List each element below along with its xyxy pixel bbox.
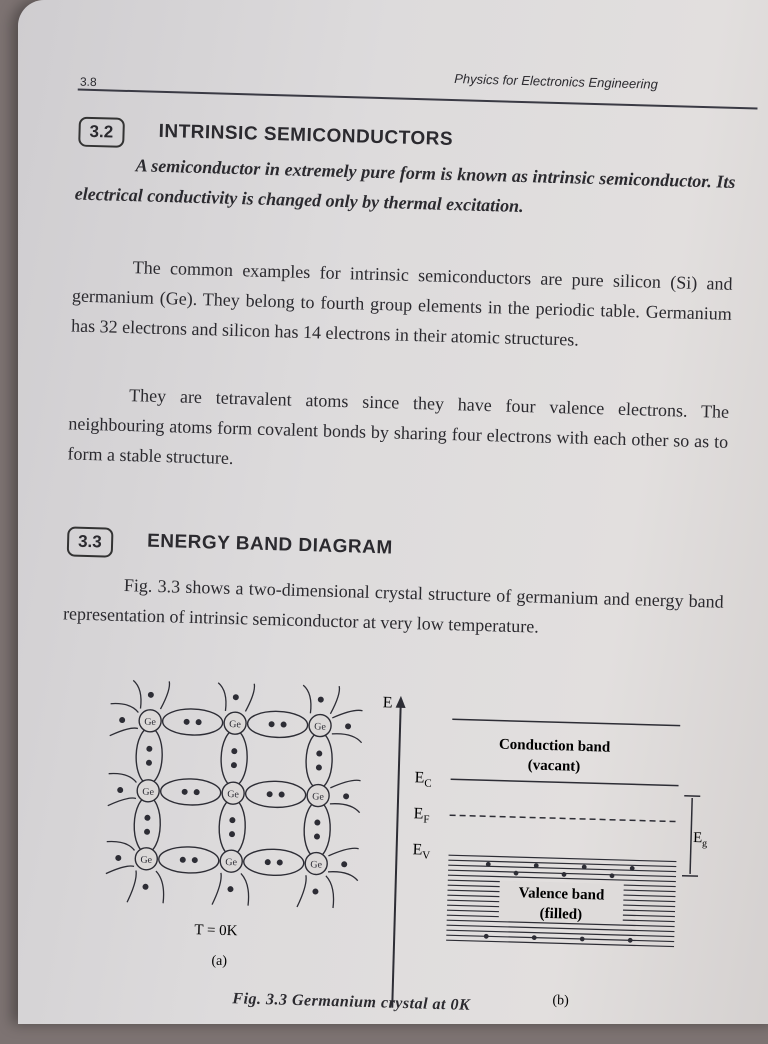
- definition-paragraph: A semiconductor in extremely pure form is known as intrinsic semiconductor. Its electrical conductivity is changed only by thermal excitation.: [74, 149, 735, 227]
- covalent-bond: [247, 711, 308, 739]
- electron-dot: [192, 857, 198, 863]
- figure-caption: Fig. 3.3 Germanium crystal at 0K: [232, 990, 470, 1015]
- ef-label: $E_F$: [413, 805, 429, 825]
- open-bond: [302, 685, 311, 713]
- electron-dot: [144, 815, 150, 821]
- ge-atom-label: Ge: [140, 855, 153, 866]
- open-bond: [330, 780, 360, 789]
- open-bond: [212, 873, 221, 905]
- valence-band-label: Valence band: [518, 885, 605, 903]
- ge-atom-label: Ge: [229, 719, 242, 730]
- electron-dot: [265, 859, 271, 865]
- section-number-3-3: 3.3: [67, 526, 113, 557]
- open-bond: [155, 871, 164, 903]
- open-bond: [328, 872, 358, 881]
- electron-dot: [580, 937, 585, 942]
- covalent-bond: [243, 848, 304, 876]
- figure-label-a: (a): [211, 954, 227, 969]
- electron-dot: [117, 787, 123, 793]
- figure-label-b: (b): [552, 993, 569, 1008]
- ge-atom-label: Ge: [227, 789, 240, 800]
- ge-atom-label: Ge: [142, 787, 155, 798]
- energy-axis-arrow: [396, 696, 406, 708]
- open-bond: [325, 876, 334, 908]
- electron-dot: [144, 829, 150, 835]
- ge-crystal-lattice: [105, 680, 363, 909]
- paragraph-tetravalent: They are tetravalent atoms since they have four valence electrons. The neighbouring atoms form covalent bonds by sharing four electrons with each other so as to form a stable structure.: [67, 378, 729, 486]
- electron-dot: [229, 817, 235, 823]
- energy-band-diagram: [374, 694, 711, 1016]
- electron-dot: [281, 721, 287, 727]
- covalent-bond: [162, 708, 223, 736]
- ev-label: $E_V$: [412, 841, 430, 861]
- open-bond: [332, 710, 362, 719]
- ge-atom-label: Ge: [144, 717, 157, 728]
- electron-dot: [182, 789, 188, 795]
- ge-atom-label: Ge: [225, 857, 238, 868]
- covalent-bond: [220, 730, 248, 787]
- open-bond: [240, 873, 249, 905]
- open-bond: [332, 734, 362, 743]
- covalent-bond: [245, 781, 306, 809]
- book-page: [18, 0, 768, 1024]
- electron-dot: [279, 791, 285, 797]
- energy-axis-label: E: [382, 694, 392, 711]
- open-bond: [127, 870, 136, 902]
- covalent-bond: [303, 801, 331, 858]
- electron-dot: [314, 833, 320, 839]
- open-bond: [132, 680, 141, 708]
- electron-dot: [142, 884, 148, 890]
- electron-dot: [180, 857, 186, 863]
- electron-dot: [146, 760, 152, 766]
- electron-dot: [316, 750, 322, 756]
- covalent-bond: [305, 732, 333, 789]
- electron-dot: [267, 791, 273, 797]
- electron-dot: [119, 717, 125, 723]
- open-bond: [160, 681, 169, 709]
- electron-dot: [341, 861, 347, 867]
- open-bond: [106, 865, 134, 874]
- fermi-level-line: [450, 815, 678, 821]
- electron-dot: [115, 855, 121, 861]
- electron-dot: [514, 871, 519, 876]
- ec-label: $E_C$: [414, 769, 432, 789]
- electron-dot: [318, 696, 324, 702]
- paragraph-energy-band: Fig. 3.3 shows a two-dimensional crystal structure of germanium and energy band representation of intrinsic semiconductor at very low temperature.: [63, 568, 724, 646]
- electron-dot: [184, 719, 190, 725]
- electron-dot: [312, 888, 318, 894]
- electron-dot: [229, 831, 235, 837]
- section-number-3-2: 3.2: [78, 117, 124, 148]
- covalent-bond: [135, 727, 163, 784]
- valence-band-state: (filled): [539, 906, 582, 923]
- open-bond: [108, 773, 136, 782]
- electron-dot: [231, 762, 237, 768]
- open-bond: [110, 727, 138, 736]
- electron-dot: [148, 692, 154, 698]
- running-title: Physics for Electronics Engineering: [454, 71, 658, 92]
- ge-atom-label: Ge: [312, 791, 325, 802]
- open-bond: [330, 686, 339, 714]
- electron-dot: [269, 721, 275, 727]
- open-bond: [108, 797, 136, 806]
- electron-dot: [532, 935, 537, 940]
- electron-dot: [345, 723, 351, 729]
- electron-dot: [628, 938, 633, 943]
- open-bond: [110, 703, 138, 712]
- electron-dot: [146, 746, 152, 752]
- covalent-bond: [133, 796, 161, 853]
- open-bond: [245, 683, 254, 711]
- electron-dot: [484, 934, 489, 939]
- energy-axis: [392, 704, 400, 1008]
- electron-dot: [277, 859, 283, 865]
- electron-dot: [562, 872, 567, 877]
- conduction-band-edge: [451, 779, 679, 785]
- section-title-3-3: ENERGY BAND DIAGRAM: [147, 531, 393, 560]
- open-bond: [328, 848, 358, 857]
- section-title-3-2: INTRINSIC SEMICONDUCTORS: [158, 121, 453, 151]
- covalent-bond: [218, 799, 246, 856]
- electron-dot: [194, 789, 200, 795]
- electron-dot: [231, 748, 237, 754]
- electron-dot: [610, 873, 615, 878]
- electron-dot: [316, 764, 322, 770]
- electron-dot: [343, 793, 349, 799]
- conduction-band-state: (vacant): [528, 757, 581, 774]
- electron-dot: [314, 819, 320, 825]
- open-bond: [330, 804, 360, 813]
- figure-3-3: [92, 669, 721, 1026]
- open-bond: [297, 875, 306, 907]
- covalent-bond: [160, 778, 221, 806]
- covalent-bond: [158, 846, 219, 874]
- temperature-label: T = 0K: [194, 922, 238, 939]
- electron-dot: [227, 886, 233, 892]
- page-number: 3.8: [80, 75, 97, 89]
- ge-atom-label: Ge: [310, 859, 323, 870]
- band-gap-label: $E_g$: [693, 830, 708, 849]
- open-bond: [217, 683, 226, 711]
- conduction-band-label: Conduction band: [499, 737, 611, 756]
- ge-atom-label: Ge: [314, 721, 327, 732]
- conduction-band-top: [452, 719, 680, 725]
- paragraph-examples: The common examples for intrinsic semiconductors are pure silicon (Si) and germanium (Ge). They belong to fourth group elements in the periodic table. Germanium has 32 electrons and silicon has 14 electrons in their atomic structures.: [71, 250, 733, 358]
- electron-dot: [233, 694, 239, 700]
- band-gap-arrow: [690, 798, 692, 874]
- open-bond: [107, 841, 135, 850]
- electron-dot: [196, 719, 202, 725]
